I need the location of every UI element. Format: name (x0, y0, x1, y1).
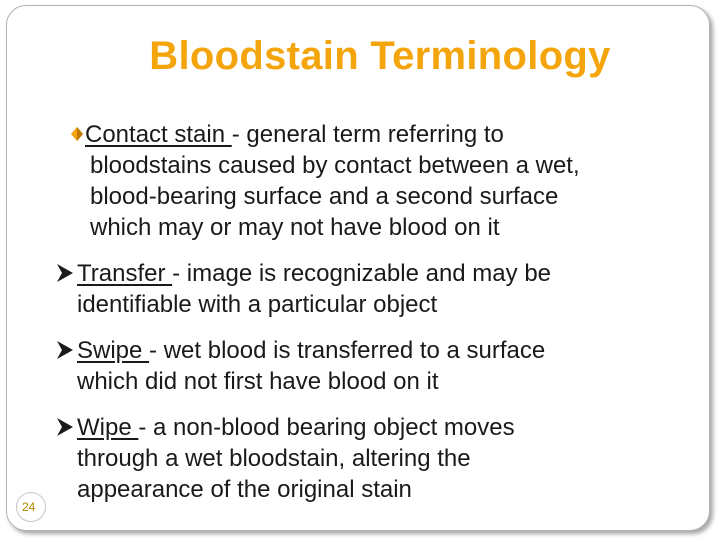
intro-line-3: which may or may not have blood on it (90, 214, 500, 241)
swipe-definition-first-line: - wet blood is transferred to a surface (149, 337, 546, 364)
transfer-line-1: identifiable with a particular object (77, 291, 438, 318)
intro-definition-first-line: - general term referring to (231, 121, 504, 148)
swipe-line-1: which did not first have blood on it (77, 368, 439, 395)
wipe-line-1: through a wet bloodstain, altering the (77, 445, 471, 472)
slide-title: Bloodstain Terminology (149, 34, 611, 78)
term-transfer: Transfer (77, 260, 173, 287)
bullet-rhombus-icon (70, 119, 84, 135)
arrow-bullet-icon (55, 261, 75, 283)
arrow-bullet-icon (55, 415, 75, 437)
bullet-swipe (55, 335, 545, 397)
intro-definition (70, 119, 580, 243)
wipe-definition-first-line: - a non-blood bearing object moves (138, 414, 515, 441)
transfer-definition-first-line: - image is recognizable and may be (172, 260, 552, 287)
term-wipe: Wipe (77, 414, 139, 441)
wipe-line-2: appearance of the original stain (77, 476, 412, 503)
arrow-bullet-icon (55, 338, 75, 360)
term-swipe: Swipe (77, 337, 150, 364)
intro-line-1: bloodstains caused by contact between a wet, (90, 152, 580, 179)
term-contact-stain: Contact stain (85, 121, 232, 148)
bullet-wipe (55, 412, 515, 505)
page-number: 24 (22, 500, 36, 514)
bullet-transfer (55, 258, 551, 320)
intro-line-2: blood-bearing surface and a second surface (90, 183, 559, 210)
